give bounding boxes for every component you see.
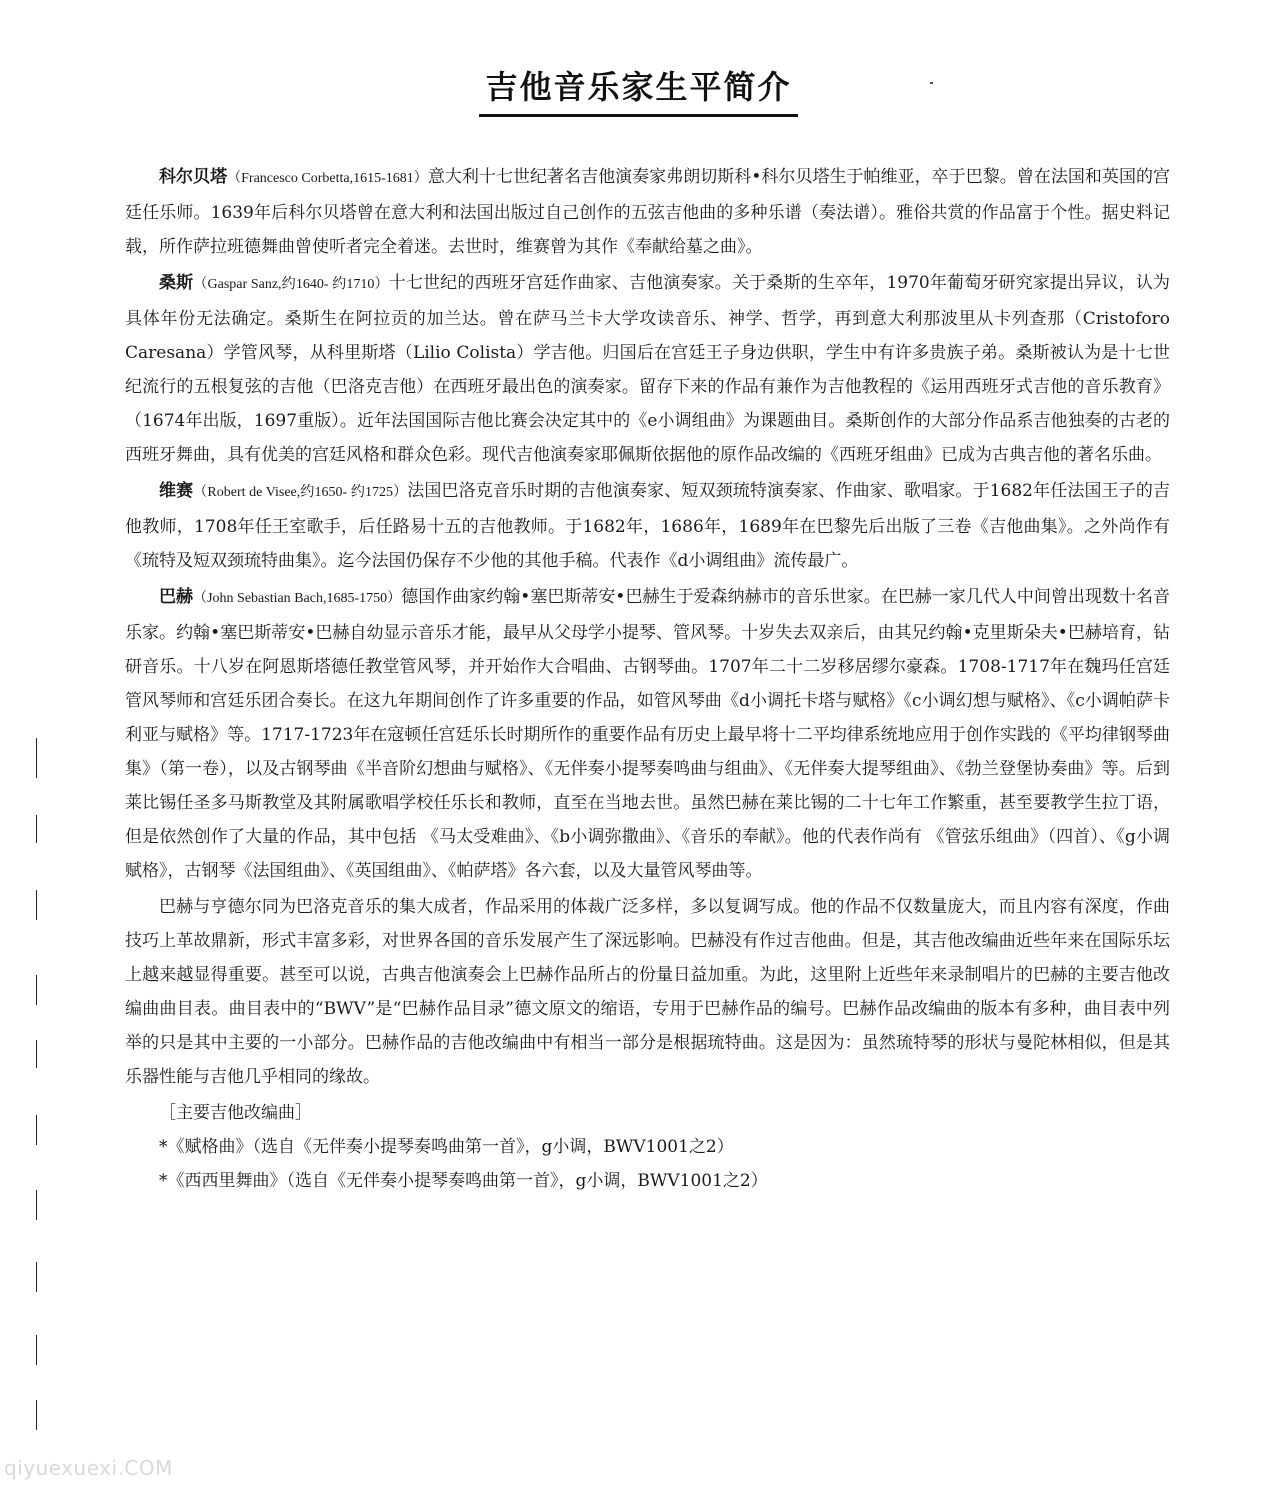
margin-mark [36, 975, 37, 1005]
margin-mark [36, 1400, 37, 1430]
arrangement-list-item: *《西西里舞曲》（选自《无伴奏小提琴奏鸣曲第一首》，g小调，BWV1001之2） [159, 1171, 768, 1191]
arrangement-list-title: ［主要吉他改编曲］ [159, 1103, 312, 1123]
margin-mark [36, 890, 37, 920]
paragraph-text: 意大利十七世纪著名吉他演奏家弗朗切斯科•科尔贝塔生于帕维亚，卒于巴黎。曾在法国和英国的宫廷任乐师。1639年后科尔贝塔曾在意大利和法国出版过自己创作的五弦吉他曲的多种乐谱（奏法谱）。雅俗共赏的作品富于个性。据史料记载，所作萨拉班德舞曲曾使听者完全着迷。去世时，维赛曾为其作《奉献给墓之曲》。 [125, 167, 1171, 257]
site-watermark: qiyuexuexi.COM [4, 1456, 173, 1480]
margin-mark [36, 1190, 37, 1220]
paragraph-text: 德国作曲家约翰•塞巴斯蒂安•巴赫生于爱森纳赫市的音乐世家。在巴赫一家几代人中间曾出现数十名音乐家。约翰•塞巴斯蒂安•巴赫自幼显示音乐才能，最早从父母学小提琴、管风琴。十岁失去双亲后，由其兄约翰•克里斯朵夫•巴赫培育，钻研音乐。十八岁在阿恩斯塔德任教堂管风琴，并开始作大合唱曲、古钢琴曲。1707年二十二岁移居缪尔豪森。1708-1717年在魏玛任宫廷管风琴师和宫廷乐团合奏长。在这九年期间创作了许多重要的作品，如管风琴曲《d小调托卡塔与赋格》《c小调幻想与赋格》、《c小调帕萨卡利亚与赋格》等。1717-1723年在寇顿任宫廷乐长时期所作的重要作品有历史上最早将十二平均律系统地应用于创作实践的《平均律钢琴曲集》（第一卷），以及古钢琴曲《半音阶幻想曲与赋格》、《无伴奏小提琴奏鸣曲与组曲》、《无伴奏大提琴组曲》、《勃兰登堡协奏曲》等。后到莱比锡任圣多马斯教堂及其附属歌唱学校任乐长和教师，直至在当地去世。虽然巴赫在莱比锡的二十七年工作繁重，甚至要教学生拉丁语，但是依然创作了大量的作品，其中包括 《马太受难曲》、《b小调弥撒曲》、《音乐的奉献》。他的代表作尚有 《管弦乐组曲》（四首）、《g小调赋格》，古钢琴《法国组曲》、《英国组曲》、《帕萨塔》各六套，以及大量管风琴曲等。 [125, 587, 1171, 881]
paragraph-visee [125, 474, 1170, 578]
margin-mark [36, 1115, 37, 1145]
musician-name: 巴赫 [159, 587, 194, 607]
musician-name: 科尔贝塔 [159, 167, 228, 187]
musician-latin-name: （Gaspar Sanz,约1640- 约1710） [193, 277, 389, 292]
margin-mark [36, 1262, 37, 1292]
margin-mark [36, 815, 37, 843]
paragraph-bach [125, 580, 1170, 888]
article-body [125, 160, 1170, 1198]
page-title [0, 62, 1277, 117]
paragraph-text: 法国巴洛克音乐时期的吉他演奏家、短双颈琉特演奏家、作曲家、歌唱家。于1682年任法国王子的吉他教师，1708年任王室歌手，后任路易十五的吉他教师。于1682年，1686年，1689年在巴黎先后出版了三卷《吉他曲集》。之外尚作有《琉特及短双颈琉特曲集》。迄今法国仍保存不少他的其他手稿。代表作《d小调组曲》流传最广。 [125, 481, 1171, 571]
paragraph-sanz [125, 266, 1170, 472]
margin-mark [36, 1040, 37, 1068]
musician-latin-name: （Robert de Visee,约1650- 约1725） [193, 485, 408, 500]
margin-mark [36, 738, 37, 778]
paragraph-corbetta [125, 160, 1170, 264]
musician-name: 维赛 [159, 481, 194, 501]
page-title-text: 吉他音乐家生平简介 [479, 62, 797, 117]
musician-name: 桑斯 [159, 273, 194, 293]
arrangement-list-item: *《赋格曲》（选自《无伴奏小提琴奏鸣曲第一首》，g小调，BWV1001之2） [159, 1137, 734, 1157]
musician-latin-name: （John Sebastian Bach,1685-1750） [193, 591, 402, 606]
margin-mark [36, 1335, 37, 1365]
musician-latin-name: （Francesco Corbetta,1615-1681） [227, 171, 428, 186]
paragraph-text: 十七世纪的西班牙宫廷作曲家、吉他演奏家。关于桑斯的生卒年，1970年葡萄牙研究家提出异议，认为具体年份无法确定。桑斯生在阿拉贡的加兰达。曾在萨马兰卡大学攻读音乐、神学、哲学，再到意大利那波里从卡列查那（Cristoforo Caresana）学管风琴，从科里斯塔（Lilio Colista）学吉他。归国后在宫廷王子身边供职，学生中有许多贵族子弟。桑斯被认为是十七世纪流行的五根复弦的吉他（巴洛克吉他）在西班牙最出色的演奏家。留存下来的作品有兼作为吉他教程的《运用西班牙式吉他的音乐教育》（1674年出版，1697重版）。近年法国国际吉他比赛会决定其中的《e小调组曲》为课题曲目。桑斯创作的大部分作品系吉他独奏的古老的西班牙舞曲，具有优美的宫廷风格和群众色彩。现代吉他演奏家耶佩斯依据他的原作品改编的《西班牙组曲》已成为古典吉他的著名乐曲。 [125, 273, 1171, 465]
paragraph-text: 巴赫与亨德尔同为巴洛克音乐的集大成者，作品采用的体裁广泛多样，多以复调写成。他的作品不仅数量庞大，而且内容有深度，作曲技巧上革故鼎新，形式丰富多彩，对世界各国的音乐发展产生了深远影响。巴赫没有作过吉他曲。但是，其吉他改编曲近些年来在国际乐坛上越来越显得重要。甚至可以说，古典吉他演奏会上巴赫作品所占的份量日益加重。为此，这里附上近些年来录制唱片的巴赫的主要吉他改编曲曲目表。曲目表中的“BWV”是“巴赫作品目录”德文原文的缩语，专用于巴赫作品的编号。巴赫作品改编曲的版本有多种，曲目表中列举的只是其中主要的一小部分。巴赫作品的吉他改编曲中有相当一部分是根据琉特曲。这是因为：虽然琉特琴的形状与曼陀林相似，但是其乐器性能与吉他几乎相同的缘故。 [125, 897, 1170, 1087]
paragraph-bach-guitar [125, 890, 1170, 1094]
